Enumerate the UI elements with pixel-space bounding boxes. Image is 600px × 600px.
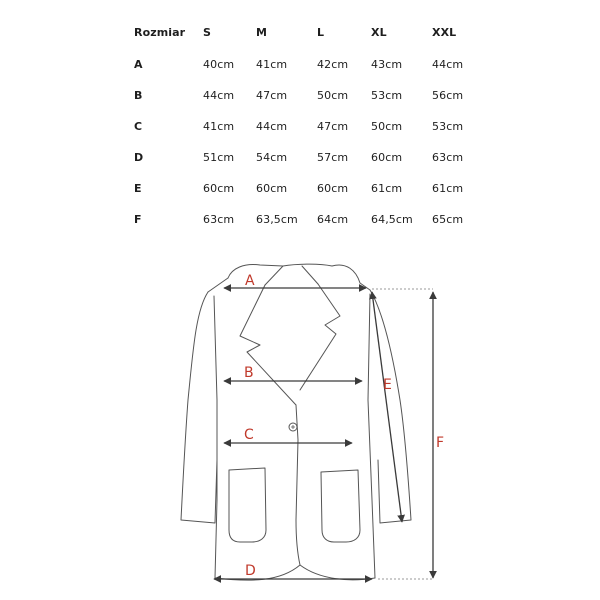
header-xl: XL <box>371 26 387 39</box>
cell-f-xl: 64,5cm <box>371 213 413 226</box>
header-l: L <box>317 26 325 39</box>
header-s: S <box>203 26 212 39</box>
cell-b-m: 47cm <box>256 89 288 102</box>
row-label-e: E <box>134 182 142 195</box>
cell-d-xl: 60cm <box>371 151 403 164</box>
right-body-side <box>368 294 375 578</box>
cell-d-xxl: 63cm <box>432 151 464 164</box>
cell-b-xl: 53cm <box>371 89 403 102</box>
cell-f-xxl: 65cm <box>432 213 464 226</box>
label-f: F <box>436 435 445 451</box>
left-body-side <box>214 296 217 578</box>
cell-e-m: 60cm <box>256 182 288 195</box>
row-label-d: D <box>134 151 144 164</box>
left-sleeve <box>181 292 217 523</box>
cell-b-l: 50cm <box>317 89 349 102</box>
cell-a-m: 41cm <box>256 58 288 71</box>
cell-a-xxl: 44cm <box>432 58 464 71</box>
label-a: A <box>245 273 255 289</box>
size-table <box>0 0 600 240</box>
cell-c-xxl: 53cm <box>432 120 464 133</box>
cell-c-m: 44cm <box>256 120 288 133</box>
cell-a-xl: 43cm <box>371 58 403 71</box>
cell-c-s: 41cm <box>203 120 235 133</box>
cell-a-s: 40cm <box>203 58 235 71</box>
jacket-diagram <box>0 240 600 600</box>
cell-f-s: 63cm <box>203 213 235 226</box>
row-label-a: A <box>134 58 143 71</box>
right-collar-edge <box>302 266 318 284</box>
label-b: B <box>244 365 254 381</box>
row-label-f: F <box>134 213 142 226</box>
row-label-b: B <box>134 89 143 102</box>
left-pocket <box>229 468 266 542</box>
label-c: C <box>244 427 254 443</box>
cell-e-xxl: 61cm <box>432 182 464 195</box>
cell-a-l: 42cm <box>317 58 349 71</box>
label-e: E <box>383 377 392 393</box>
right-lapel <box>300 284 340 390</box>
cell-d-l: 57cm <box>317 151 349 164</box>
right-shoulder <box>360 283 370 290</box>
right-pocket <box>321 470 360 542</box>
header-m: M <box>256 26 268 39</box>
left-lapel <box>240 285 296 405</box>
cell-d-s: 51cm <box>203 151 235 164</box>
left-collar-edge <box>265 266 283 285</box>
cell-f-m: 63,5cm <box>256 213 298 226</box>
cell-c-l: 47cm <box>317 120 349 133</box>
cell-e-l: 60cm <box>317 182 349 195</box>
cell-d-m: 54cm <box>256 151 288 164</box>
measure-e-line <box>372 292 402 522</box>
left-shoulder <box>208 278 228 292</box>
label-d: D <box>245 563 256 579</box>
header-xxl: XXL <box>432 26 457 39</box>
jacket-hem <box>215 565 375 580</box>
cell-f-l: 64cm <box>317 213 349 226</box>
cell-e-s: 60cm <box>203 182 235 195</box>
cell-e-xl: 61cm <box>371 182 403 195</box>
cell-b-xxl: 56cm <box>432 89 464 102</box>
cell-c-xl: 50cm <box>371 120 403 133</box>
cell-b-s: 44cm <box>203 89 235 102</box>
jacket-outline <box>181 264 411 580</box>
row-label-c: C <box>134 120 143 133</box>
header-size: Rozmiar <box>134 26 186 39</box>
button-stitch <box>291 425 295 429</box>
